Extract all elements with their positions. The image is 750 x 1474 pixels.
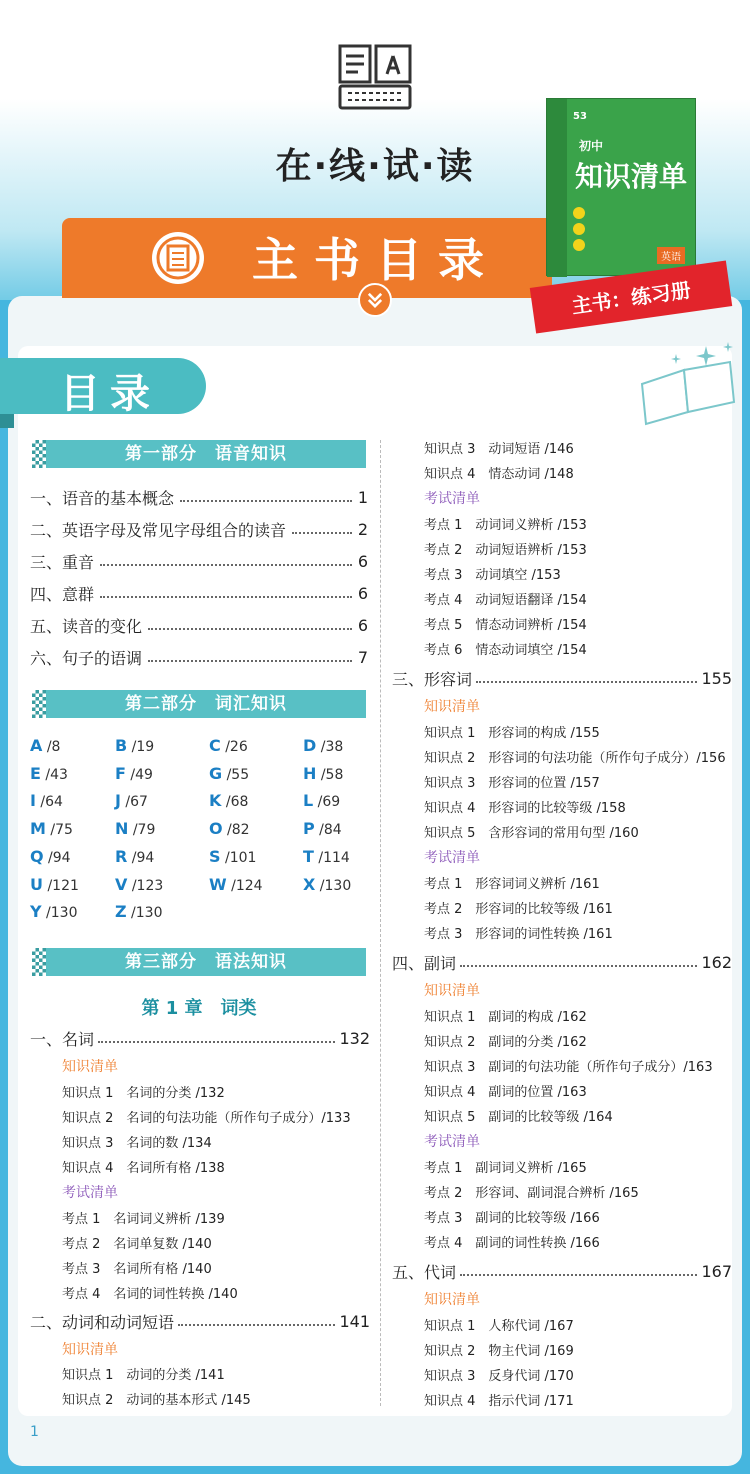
toc-entry[interactable] [30, 517, 368, 541]
toc-item[interactable]: 知识点 4 指示代词 /171 [424, 1394, 574, 1409]
ribbon-label: 主书：练习册 [570, 277, 693, 319]
letter-index-entry[interactable] [30, 875, 79, 894]
toc-item[interactable]: 知识点 2 名词的句法功能（所作句子成分）/133 [62, 1111, 351, 1126]
reading-icon [336, 42, 414, 112]
letter-page: /124 [226, 877, 263, 894]
entry-page: 6 [357, 551, 368, 571]
letter-page: /58 [316, 766, 344, 783]
toc-section-verb[interactable] [30, 1309, 370, 1333]
entry-page: 6 [357, 583, 368, 603]
toc-section-noun[interactable] [30, 1026, 370, 1050]
category-kaoshi: 考试清单 [424, 491, 480, 507]
toc-item[interactable]: 知识点 2 副词的分类 /162 [424, 1035, 587, 1050]
toc-item[interactable]: 知识点 4 副词的位置 /163 [424, 1085, 587, 1100]
letter-page: /82 [222, 822, 250, 839]
part2-title: 第二部分 词汇知识 [125, 694, 287, 714]
letter-index-entry[interactable] [209, 764, 249, 783]
letter-label: R [115, 846, 128, 866]
letter-index-entry[interactable] [115, 847, 154, 866]
category-zhishi: 知识清单 [424, 983, 480, 999]
toc-section-adj[interactable] [392, 666, 732, 690]
toc-entry[interactable] [30, 613, 368, 637]
letter-page: /123 [127, 877, 164, 894]
toc-item[interactable]: 知识点 5 副词的比较等级 /164 [424, 1110, 613, 1125]
toc-section-adv[interactable] [392, 950, 732, 974]
letter-label: Y [30, 902, 42, 922]
toc-item[interactable]: 考点 2 名词单复数 /140 [62, 1237, 212, 1252]
category-kaoshi: 考试清单 [424, 850, 480, 866]
book-brand: 53 [573, 111, 587, 122]
letter-label: M [30, 819, 46, 839]
letter-label: G [209, 763, 223, 783]
letter-page: /68 [221, 794, 249, 811]
section-page: 162 [701, 952, 732, 972]
entry-page: 2 [357, 519, 368, 539]
section-label: 五、代词 [392, 1262, 457, 1282]
entry-page: 1 [357, 487, 368, 507]
letter-index-entry[interactable] [115, 902, 163, 921]
letter-label: Q [30, 846, 44, 866]
letter-label: P [303, 819, 315, 839]
entry-label: 一、语音的基本概念 [30, 488, 175, 508]
toc-item[interactable]: 考点 3 副词的比较等级 /166 [424, 1211, 600, 1226]
toc-section-pron[interactable] [392, 1259, 732, 1283]
category-kaoshi: 考试清单 [424, 1134, 480, 1150]
tab-fold [0, 414, 14, 428]
letter-index-entry[interactable] [115, 791, 148, 810]
letter-label: H [303, 763, 317, 783]
toc-item[interactable]: 知识点 1 人称代词 /167 [424, 1319, 574, 1334]
letter-label: N [115, 819, 129, 839]
letter-page: /49 [125, 766, 153, 783]
entry-label: 二、英语字母及常见字母组合的读音 [30, 520, 287, 540]
leader-dots [460, 957, 697, 967]
toc-item[interactable]: 考点 1 动词词义辨析 /153 [424, 518, 587, 533]
book-subject: 英语 [657, 247, 685, 264]
section-page: 141 [339, 1311, 370, 1331]
toc-item[interactable]: 知识点 3 副词的句法功能（所作句子成分）/163 [424, 1060, 713, 1075]
entry-label: 三、重音 [30, 552, 95, 572]
open-book-icon [636, 340, 740, 426]
toc-item[interactable]: 知识点 2 动词的基本形式 /145 [62, 1393, 251, 1408]
letter-index-entry[interactable] [303, 736, 343, 755]
leader-dots [178, 1316, 335, 1326]
letter-page: /64 [35, 794, 63, 811]
book-cover [546, 98, 696, 276]
letter-label: B [115, 736, 128, 755]
letter-label: K [209, 791, 222, 811]
page-number: 1 [30, 1424, 39, 1440]
toc-item[interactable]: 考点 3 形容词的词性转换 /161 [424, 927, 613, 942]
chevron-down-icon [358, 283, 392, 317]
letter-page: /19 [127, 739, 155, 755]
letter-page: /69 [313, 794, 341, 811]
letter-index-entry[interactable] [30, 847, 71, 866]
toc-item[interactable]: 知识点 1 动词的分类 /141 [62, 1368, 225, 1383]
letter-index-entry[interactable] [115, 819, 155, 838]
toc-entry[interactable] [30, 485, 368, 509]
toc-item[interactable]: 考点 3 动词填空 /153 [424, 568, 561, 583]
letter-index-entry[interactable] [209, 847, 256, 866]
letter-label: W [209, 874, 227, 894]
part1-header [32, 440, 366, 468]
toc-item[interactable]: 知识点 4 情态动词 /148 [424, 467, 574, 482]
letter-index-entry[interactable] [30, 819, 73, 838]
book-level: 初中 [579, 139, 604, 153]
toc-banner [62, 218, 552, 298]
book-spine [547, 99, 567, 277]
letter-index-entry[interactable] [303, 847, 350, 866]
toc-item[interactable]: 知识点 1 副词的构成 /162 [424, 1010, 587, 1025]
toc-item[interactable]: 考点 2 形容词、副词混合辨析 /165 [424, 1186, 639, 1201]
letter-page: /130 [315, 877, 352, 894]
letter-index-entry[interactable] [303, 875, 351, 894]
category-zhishi: 知识清单 [424, 699, 480, 715]
leader-dots [476, 673, 697, 683]
section-label: 三、形容词 [392, 669, 473, 689]
section-page: 155 [701, 668, 732, 688]
letter-page: /94 [43, 849, 71, 866]
leader-dots [148, 620, 352, 630]
toc-item[interactable]: 知识点 5 含形容词的常用句型 /160 [424, 826, 639, 841]
letter-page: /114 [313, 849, 350, 866]
letter-label: D [303, 736, 317, 755]
leader-dots [148, 652, 352, 662]
toc-item[interactable]: 考点 3 名词所有格 /140 [62, 1262, 212, 1277]
letter-index-entry[interactable] [30, 764, 68, 783]
leader-dots [180, 492, 352, 502]
letter-page: /94 [127, 849, 155, 866]
letter-index-entry[interactable] [209, 819, 250, 838]
toc-item[interactable]: 考点 1 名词词义辨析 /139 [62, 1212, 225, 1227]
letter-page: /121 [43, 877, 79, 894]
banner-title: 主书目录 [252, 233, 500, 287]
letter-label: S [209, 846, 221, 866]
letter-page: /38 [316, 739, 344, 755]
letter-index-entry[interactable] [30, 736, 60, 755]
toc-item[interactable]: 知识点 1 形容词的构成 /155 [424, 726, 600, 741]
toc-item[interactable]: 知识点 4 名词所有格 /138 [62, 1161, 225, 1176]
category-kaoshi: 考试清单 [62, 1185, 118, 1201]
toc-item[interactable]: 知识点 4 形容词的比较等级 /158 [424, 801, 626, 816]
toc-item[interactable]: 知识点 3 名词的数 /134 [62, 1136, 212, 1151]
part2-header [32, 690, 366, 718]
book-name: 知识清单 [575, 160, 688, 193]
letter-page: /67 [120, 794, 148, 811]
letter-index-entry[interactable] [115, 736, 154, 755]
toc-item[interactable]: 知识点 2 形容词的句法功能（所作句子成分）/156 [424, 751, 726, 766]
letter-label: J [115, 791, 121, 811]
letter-label: Z [115, 902, 127, 922]
leader-dots [98, 1033, 335, 1043]
leader-dots [100, 556, 352, 566]
letter-index-entry[interactable] [209, 875, 263, 894]
letter-index-entry[interactable] [30, 791, 63, 810]
toc-item[interactable]: 知识点 2 物主代词 /169 [424, 1344, 574, 1359]
toc-item[interactable]: 考点 4 动词短语翻译 /154 [424, 593, 587, 608]
letter-label: C [209, 736, 221, 755]
toc-item[interactable]: 考点 1 形容词词义辨析 /161 [424, 877, 600, 892]
toc-item[interactable]: 知识点 3 动词短语 /146 [424, 442, 574, 457]
letter-page: /79 [128, 822, 156, 839]
letter-label: F [115, 763, 126, 783]
letter-page: /55 [222, 766, 250, 783]
entry-label: 四、意群 [30, 584, 95, 604]
letter-index-entry[interactable] [209, 736, 248, 755]
toc-item[interactable]: 知识点 3 反身代词 /170 [424, 1369, 574, 1384]
checker-decoration [32, 440, 46, 468]
letter-index-entry[interactable] [303, 819, 342, 838]
entry-label: 五、读音的变化 [30, 616, 143, 636]
letter-index-entry[interactable] [209, 791, 248, 810]
letter-label: E [30, 763, 41, 783]
section-label: 一、名词 [30, 1029, 95, 1049]
letter-index-entry[interactable] [115, 875, 163, 894]
part3-title: 第三部分 语法知识 [125, 952, 287, 972]
letter-page: /130 [41, 905, 78, 922]
toc-entry[interactable] [30, 645, 368, 669]
part3-header [32, 948, 366, 976]
toc-title: 目录 [60, 371, 160, 417]
section-label: 四、副词 [392, 953, 457, 973]
toc-item[interactable]: 考点 6 情态动词填空 /154 [424, 643, 587, 658]
letter-label: A [30, 736, 43, 755]
chapter-title: 第 1 章 词类 [141, 998, 257, 1019]
toc-item[interactable]: 考点 2 动词短语辨析 /153 [424, 543, 587, 558]
toc-item[interactable]: 知识点 1 名词的分类 /132 [62, 1086, 225, 1101]
toc-item[interactable]: 考点 2 形容词的比较等级 /161 [424, 902, 613, 917]
section-page: 132 [339, 1028, 370, 1048]
checker-decoration [32, 690, 46, 718]
letter-label: I [30, 791, 36, 811]
part1-title: 第一部分 语音知识 [125, 444, 287, 464]
toc-item[interactable]: 知识点 3 形容词的位置 /157 [424, 776, 600, 791]
toc-entry[interactable] [30, 549, 368, 573]
letter-label: O [209, 819, 223, 839]
letter-label: U [30, 874, 43, 894]
toc-item[interactable]: 考点 4 名词的词性转换 /140 [62, 1287, 238, 1302]
category-zhishi: 知识清单 [424, 1292, 480, 1308]
entry-label: 六、句子的语调 [30, 648, 143, 668]
list-icon [150, 230, 206, 286]
letter-index-entry[interactable] [303, 791, 340, 810]
toc-entry[interactable] [30, 581, 368, 605]
toc-item[interactable]: 考点 5 情态动词辨析 /154 [424, 618, 587, 633]
toc-title-tab [0, 358, 206, 417]
letter-index-entry[interactable] [115, 764, 153, 783]
letter-page: /84 [314, 822, 342, 839]
leader-dots [460, 1266, 697, 1276]
section-page: 167 [701, 1261, 732, 1281]
toc-item[interactable]: 考点 1 副词词义辨析 /165 [424, 1161, 587, 1176]
letter-label: V [115, 874, 128, 894]
online-preview-title: 在·线·试·读 [275, 146, 475, 187]
category-zhishi: 知识清单 [62, 1059, 118, 1075]
entry-page: 7 [357, 647, 368, 667]
letter-label: L [303, 791, 314, 811]
letter-page: /43 [40, 766, 68, 783]
column-divider [380, 440, 381, 1406]
section-label: 二、动词和动词短语 [30, 1312, 175, 1332]
letter-page: /8 [42, 739, 61, 755]
category-zhishi: 知识清单 [62, 1342, 118, 1358]
letter-page: /101 [220, 849, 257, 866]
letter-label: X [303, 874, 316, 894]
letter-index-entry[interactable] [30, 902, 77, 921]
leader-dots [292, 524, 352, 534]
letter-label: T [303, 846, 314, 866]
letter-page: /26 [220, 739, 248, 755]
checker-decoration [32, 948, 46, 976]
letter-page: /75 [45, 822, 73, 839]
toc-item[interactable]: 考点 4 副词的词性转换 /166 [424, 1236, 600, 1251]
leader-dots [100, 588, 352, 598]
entry-page: 6 [357, 615, 368, 635]
letter-page: /130 [126, 905, 163, 922]
letter-index-entry[interactable] [303, 764, 343, 783]
